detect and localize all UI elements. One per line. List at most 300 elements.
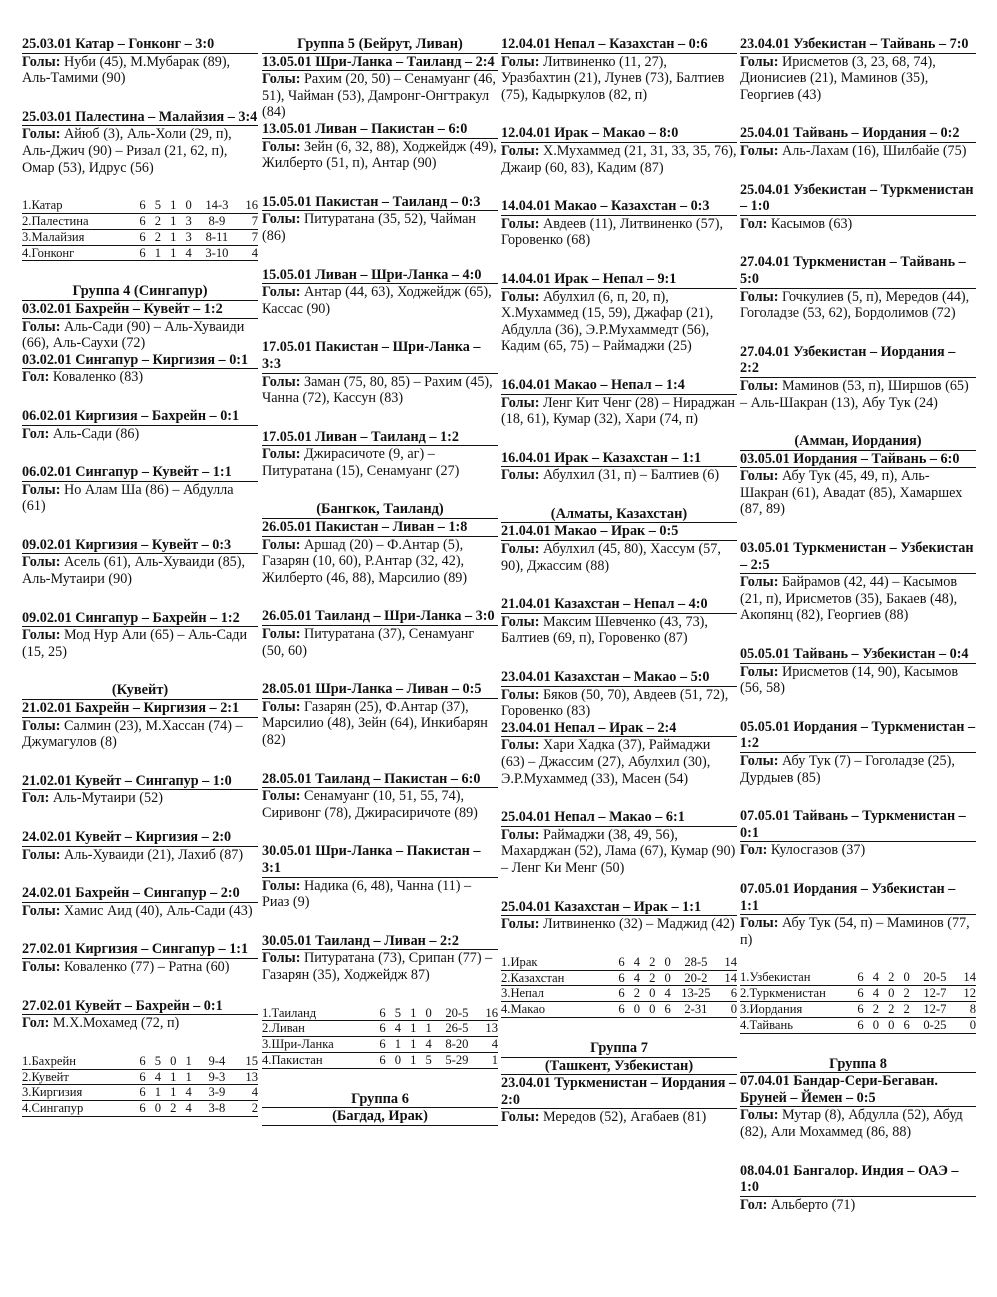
match-goals <box>501 827 737 877</box>
losses: 2 <box>899 986 914 1002</box>
wins: 2 <box>868 1001 883 1017</box>
table-row <box>740 1017 976 1033</box>
team-name: 1.Катар <box>22 198 135 213</box>
match-result <box>501 523 737 574</box>
goals-scorers: Аль-Сади (90) – Аль-Хуваиди (66), Аль-Саухи (72) <box>22 318 245 352</box>
match-title: 05.05.01 Тайвань – Узбекистан – 0:4 <box>740 646 976 664</box>
losses: 4 <box>181 1085 196 1101</box>
points: 0 <box>716 1002 737 1018</box>
match-goals <box>740 143 976 160</box>
match-result <box>501 198 737 249</box>
goals-scorers: Хамис Аид (40), Аль-Сади (43) <box>64 902 253 919</box>
wins: 1 <box>150 245 165 261</box>
match-goals <box>740 664 976 697</box>
match-result <box>22 537 258 588</box>
match-goals <box>262 284 498 317</box>
goals-label: Голы: <box>22 627 61 644</box>
goals-scorers: Мередов (52), Агабаев (81) <box>543 1109 707 1126</box>
table-row <box>262 1021 498 1037</box>
match-result <box>262 54 498 121</box>
draws: 1 <box>166 229 181 245</box>
goals-label: Гол: <box>22 369 50 386</box>
match-result <box>501 271 737 355</box>
wins: 2 <box>629 986 644 1002</box>
table-row <box>22 229 258 245</box>
goals-scorers: Коваленко (77) – Ратна (60) <box>64 958 230 975</box>
table-row <box>22 1085 258 1101</box>
match-result <box>501 809 737 876</box>
match-result <box>22 408 258 442</box>
goal-diff: 8-9 <box>196 213 237 229</box>
goals-scorers: Асель (61), Аль-Хуваиди (85), Аль-Мутаири (90) <box>22 554 246 588</box>
points: 13 <box>237 1069 258 1085</box>
match-goals <box>22 627 258 660</box>
goals-scorers: Мод Нур Али (65) – Аль-Сади (15, 25) <box>22 627 248 660</box>
match-goals <box>501 54 737 104</box>
match-result <box>22 998 258 1032</box>
table-row <box>740 986 976 1002</box>
goals-label: Голы: <box>22 717 61 734</box>
losses: 0 <box>660 955 675 970</box>
draws: 0 <box>884 986 899 1002</box>
goals-label: Гол: <box>22 1015 50 1032</box>
goals-scorers: Альберто (71) <box>770 1196 856 1213</box>
games: 6 <box>853 970 868 985</box>
match-title: 27.04.01 Туркменистан – Тайвань – 5:0 <box>740 254 976 288</box>
match-goals <box>262 71 498 121</box>
goals-label: Голы: <box>262 446 301 463</box>
games: 6 <box>135 1054 150 1069</box>
match-goals <box>501 289 737 355</box>
match-title: 24.02.01 Бахрейн – Сингапур – 2:0 <box>22 885 258 903</box>
goals-label: Голы: <box>501 916 540 933</box>
losses: 1 <box>181 1054 196 1069</box>
goals-label: Голы: <box>501 394 540 411</box>
goals-label: Голы: <box>501 686 540 703</box>
group-header: (Ташкент, Узбекистан) <box>501 1058 737 1076</box>
points: 1 <box>477 1052 498 1068</box>
goals-scorers: Нуби (45), М.Мубарак (89), Аль-Тамими (90) <box>22 53 231 87</box>
standings-table <box>22 198 258 261</box>
wins: 0 <box>868 1017 883 1033</box>
games: 6 <box>135 198 150 213</box>
match-goals <box>22 903 258 920</box>
goals-scorers: Но Алам Ша (86) – Абдулла (61) <box>22 481 234 515</box>
goal-diff: 20-5 <box>914 970 955 985</box>
match-goals <box>501 216 737 249</box>
draws: 0 <box>645 1002 660 1018</box>
points: 7 <box>237 213 258 229</box>
wins: 4 <box>868 970 883 985</box>
match-goals <box>740 289 976 322</box>
match-title: 24.02.01 Кувейт – Киргизия – 2:0 <box>22 829 258 847</box>
standings-table <box>501 955 737 1018</box>
match-title: 07.05.01 Иордания – Узбекистан – 1:1 <box>740 881 976 915</box>
table-row <box>501 1002 737 1018</box>
goal-diff: 3-8 <box>196 1101 237 1117</box>
table-row <box>501 955 737 970</box>
points: 16 <box>477 1006 498 1021</box>
goals-label: Голы: <box>262 211 301 228</box>
match-result <box>22 829 258 863</box>
losses: 6 <box>899 1017 914 1033</box>
match-result <box>501 36 737 103</box>
match-title: 12.04.01 Непал – Казахстан – 0:6 <box>501 36 737 54</box>
match-goals <box>740 468 976 518</box>
wins: 5 <box>150 198 165 213</box>
match-title: 07.05.01 Тайвань – Туркменистан – 0:1 <box>740 808 976 842</box>
match-title: 21.02.01 Бахрейн – Киргизия – 2:1 <box>22 700 258 718</box>
games: 6 <box>614 1002 629 1018</box>
games: 6 <box>614 955 629 970</box>
draws: 2 <box>645 970 660 986</box>
group-header: (Багдад, Ирак) <box>262 1108 498 1126</box>
match-title: 14.04.01 Макао – Казахстан – 0:3 <box>501 198 737 216</box>
match-goals <box>740 574 976 624</box>
goals-scorers: Аль-Лахам (16), Шилбайе (75) <box>782 142 967 159</box>
losses: 4 <box>660 986 675 1002</box>
match-title: 03.05.01 Туркменистан – Узбекистан – 2:5 <box>740 540 976 574</box>
match-goals <box>262 626 498 659</box>
losses: 4 <box>421 1037 436 1053</box>
goals-label: Голы: <box>740 142 779 159</box>
goal-diff: 9-4 <box>196 1054 237 1069</box>
points: 0 <box>955 1017 976 1033</box>
goals-label: Голы: <box>740 53 779 70</box>
goals-label: Голы: <box>740 1107 779 1124</box>
goal-diff: 20-5 <box>436 1006 477 1021</box>
match-title: 28.05.01 Шри-Ланка – Ливан – 0:5 <box>262 681 498 699</box>
match-goals <box>262 211 498 244</box>
column-2 <box>262 36 498 1126</box>
goals-label: Гол: <box>740 215 768 232</box>
goals-scorers: Абулхил (6, п, 20, п), Х.Мухаммед (15, 59), Джафар (21), Абдулла (36), Э.Р.Мухаммедт (56), Кадим (65, 75) – Раймаджи (25) <box>501 288 714 355</box>
games: 6 <box>853 1017 868 1033</box>
match-result <box>22 773 258 807</box>
match-result <box>22 109 258 176</box>
losses: 3 <box>181 213 196 229</box>
goal-diff: 0-25 <box>914 1017 955 1033</box>
match-title: 30.05.01 Таиланд – Ливан – 2:2 <box>262 933 498 951</box>
games: 6 <box>135 245 150 261</box>
goals-scorers: Байрамов (42, 44) – Касымов (21, п), Ирисметов (35), Бакаев (48), Акопянц (82), Георгиев (88) <box>740 574 958 624</box>
match-goals <box>501 541 737 574</box>
losses: 0 <box>660 970 675 986</box>
goals-scorers: Айюб (3), Аль-Холи (29, п), Аль-Джич (90) – Ризал (21, 62, п), Омар (53), Идрус (56) <box>22 126 232 176</box>
draws: 1 <box>166 1085 181 1101</box>
match-goals <box>262 878 498 911</box>
match-goals <box>740 842 976 859</box>
goals-scorers: Ирисметов (14, 90), Касымов (56, 58) <box>740 663 959 697</box>
goals-label: Голы: <box>262 373 301 390</box>
goals-label: Голы: <box>22 958 61 975</box>
match-result <box>740 1073 976 1140</box>
team-name: 1.Таиланд <box>262 1006 375 1021</box>
goal-diff: 8-11 <box>196 229 237 245</box>
group-header: Группа 5 (Бейрут, Ливан) <box>262 36 498 54</box>
match-goals <box>262 950 498 983</box>
match-title: 27.02.01 Кувейт – Бахрейн – 0:1 <box>22 998 258 1016</box>
goals-label: Голы: <box>262 536 301 553</box>
goals-label: Голы: <box>501 541 540 558</box>
match-title: 21.02.01 Кувейт – Сингапур – 1:0 <box>22 773 258 791</box>
match-title: 16.04.01 Ирак – Казахстан – 1:1 <box>501 450 737 468</box>
goals-label: Голы: <box>262 71 301 88</box>
match-title: 03.05.01 Иордания – Тайвань – 6:0 <box>740 451 976 469</box>
draws: 1 <box>406 1021 421 1037</box>
group-header: Группа 7 <box>501 1040 737 1058</box>
goals-scorers: Аль-Мутаири (52) <box>52 790 163 807</box>
draws: 2 <box>884 970 899 985</box>
match-result <box>501 899 737 933</box>
table-row <box>22 1054 258 1069</box>
match-result <box>262 339 498 406</box>
losses: 2 <box>899 1001 914 1017</box>
team-name: 3.Шри-Ланка <box>262 1037 375 1053</box>
match-result <box>740 808 976 859</box>
table-row <box>22 198 258 213</box>
team-name: 3.Киргизия <box>22 1085 135 1101</box>
losses: 0 <box>421 1006 436 1021</box>
team-name: 4.Гонконг <box>22 245 135 261</box>
games: 6 <box>375 1006 390 1021</box>
goal-diff: 3-9 <box>196 1085 237 1101</box>
match-title: 25.03.01 Палестина – Малайзия – 3:4 <box>22 108 258 125</box>
goals-scorers: М.Х.Мохамед (72, п) <box>52 1015 180 1032</box>
goals-scorers: Кулосгазов (37) <box>770 842 866 859</box>
draws: 1 <box>406 1037 421 1053</box>
match-goals <box>262 374 498 407</box>
losses: 1 <box>181 1069 196 1085</box>
goals-scorers: Абулхил (45, 80), Хассум (57, 90), Джассим (88) <box>501 541 721 574</box>
match-title: 23.04.01 Казахстан – Макао – 5:0 <box>501 669 737 687</box>
match-goals <box>501 737 737 787</box>
points: 7 <box>237 229 258 245</box>
wins: 5 <box>390 1006 405 1021</box>
column-1 <box>22 36 258 1139</box>
match-result <box>740 646 976 697</box>
match-goals <box>740 915 976 948</box>
points: 13 <box>477 1021 498 1037</box>
goals-label: Гол: <box>22 425 50 442</box>
games: 6 <box>135 1069 150 1085</box>
group-header: (Алматы, Казахстан) <box>501 506 737 524</box>
table-row <box>22 245 258 261</box>
team-name: 4.Пакистан <box>262 1052 375 1068</box>
points: 16 <box>237 198 258 213</box>
goals-label: Голы: <box>740 574 779 591</box>
match-title: 25.04.01 Узбекистан – Туркменистан – 1:0 <box>740 182 976 216</box>
goals-label: Голы: <box>501 613 540 630</box>
goals-scorers: Питуратана (37), Сенамуанг (50, 60) <box>262 626 475 659</box>
wins: 2 <box>150 213 165 229</box>
match-result <box>740 125 976 159</box>
match-title: 07.04.01 Бандар-Сери-Бегаван. Бруней – Йемен – 0:5 <box>740 1073 976 1107</box>
goals-scorers: Абу Тук (45, 49, п), Аль-Шакран (61), Авадат (85), Хамаршех (87, 89) <box>740 468 963 518</box>
wins: 4 <box>868 986 883 1002</box>
match-result <box>501 1075 737 1126</box>
match-goals <box>501 687 737 720</box>
wins: 1 <box>150 1085 165 1101</box>
match-goals <box>22 847 258 864</box>
match-goals <box>22 718 258 751</box>
match-goals <box>22 482 258 515</box>
goals-scorers: Раймаджи (38, 49, 56), Махарджан (52), Лама (67), Кумар (90) – Ленг Ки Менг (50) <box>501 826 736 876</box>
goals-scorers: Хари Хадка (37), Раймаджи (63) – Джассим (27), Абулхил (30), Э.Р.Мухаммед (33), Масен (54) <box>501 737 711 787</box>
team-name: 2.Ливан <box>262 1021 375 1037</box>
match-title: 23.04.01 Непал – Ирак – 2:4 <box>501 720 737 738</box>
games: 6 <box>135 1101 150 1117</box>
match-goals <box>22 54 258 87</box>
goal-diff: 2-31 <box>675 1002 716 1018</box>
losses: 4 <box>181 1101 196 1117</box>
goals-label: Голы: <box>262 788 301 805</box>
group-header: (Амман, Иордания) <box>740 433 976 451</box>
match-goals <box>740 753 976 786</box>
goals-scorers: Литвиненко (32) – Маджид (42) <box>543 916 735 933</box>
match-goals <box>262 446 498 479</box>
match-goals <box>22 959 258 976</box>
group-header: Группа 8 <box>740 1056 976 1074</box>
match-goals <box>22 790 258 807</box>
match-result <box>262 843 498 910</box>
losses: 5 <box>421 1052 436 1068</box>
games: 6 <box>853 1001 868 1017</box>
goals-scorers: Мутар (8), Абдулла (52), Абуд (82), Али Мохаммед (86, 88) <box>740 1107 963 1140</box>
goals-scorers: Гочкулиев (5, п), Мередов (44), Гоголадзе (53, 62), Бордолимов (72) <box>740 288 970 322</box>
wins: 4 <box>150 1069 165 1085</box>
team-name: 1.Узбекистан <box>740 970 853 985</box>
goal-diff: 12-7 <box>914 1001 955 1017</box>
goals-label: Голы: <box>262 284 301 301</box>
match-result <box>22 464 258 515</box>
goals-scorers: Абу Тук (54, п) – Маминов (77, п) <box>740 915 970 948</box>
goals-scorers: Абулхил (31, п) – Балтиев (6) <box>543 467 720 484</box>
games: 6 <box>375 1021 390 1037</box>
goal-diff: 12-7 <box>914 986 955 1002</box>
goals-label: Голы: <box>501 1109 540 1126</box>
match-title: 17.05.01 Пакистан – Шри-Ланка – 3:3 <box>262 339 498 373</box>
match-result <box>262 267 498 318</box>
match-title: 14.04.01 Ирак – Непал – 9:1 <box>501 271 737 289</box>
goals-label: Гол: <box>740 842 768 859</box>
goals-scorers: Аршад (20) – Ф.Антар (5), Газарян (10, 60), Р.Антар (32, 42), Жилберто (46, 88), Марсилио (89) <box>262 536 468 586</box>
match-result <box>262 771 498 822</box>
match-goals <box>740 216 976 233</box>
group-header: (Бангкок, Таиланд) <box>262 501 498 519</box>
team-name: 2.Палестина <box>22 213 135 229</box>
table-row <box>740 970 976 985</box>
points: 14 <box>955 970 976 985</box>
team-name: 4.Макао <box>501 1002 614 1018</box>
match-goals <box>740 54 976 104</box>
standings-table <box>262 1006 498 1069</box>
match-result <box>22 941 258 975</box>
match-title: 25.04.01 Непал – Макао – 6:1 <box>501 809 737 827</box>
goal-diff: 14-3 <box>196 198 237 213</box>
match-goals <box>262 788 498 821</box>
match-title: 27.04.01 Узбекистан – Иордания – 2:2 <box>740 344 976 378</box>
goal-diff: 13-25 <box>675 986 716 1002</box>
match-title: 21.04.01 Макао – Ирак – 0:5 <box>501 523 737 541</box>
match-title: 23.04.01 Узбекистан – Тайвань – 7:0 <box>740 36 976 54</box>
match-goals <box>262 699 498 749</box>
goals-scorers: Коваленко (83) <box>52 369 144 386</box>
wins: 5 <box>150 1054 165 1069</box>
match-title: 25.04.01 Казахстан – Ирак – 1:1 <box>501 899 737 917</box>
table-row <box>740 1001 976 1017</box>
points: 4 <box>237 1085 258 1101</box>
goals-scorers: Надика (6, 48), Чанна (11) – Риаз (9) <box>262 877 472 911</box>
goals-scorers: Ирисметов (3, 23, 68, 74), Дионисиев (21), Маминов (35), Георгиев (43) <box>740 53 936 103</box>
goals-label: Голы: <box>22 53 61 70</box>
column-4 <box>740 36 976 1235</box>
match-result <box>740 451 976 518</box>
group-header: Группа 4 (Сингапур) <box>22 283 258 301</box>
match-goals <box>740 1107 976 1140</box>
match-title: 09.02.01 Сингапур – Бахрейн – 1:2 <box>22 610 258 628</box>
match-title: 12.04.01 Ирак – Макао – 8:0 <box>501 125 737 143</box>
games: 6 <box>135 229 150 245</box>
losses: 0 <box>899 970 914 985</box>
goals-label: Голы: <box>740 468 779 485</box>
team-name: 2.Кувейт <box>22 1069 135 1085</box>
goals-label: Голы: <box>501 288 540 305</box>
match-goals <box>262 139 498 172</box>
match-result <box>22 700 258 751</box>
goals-label: Голы: <box>740 915 779 932</box>
goals-label: Голы: <box>501 53 540 70</box>
match-result <box>740 182 976 233</box>
goals-scorers: Питуратана (73), Срипан (77) – Газарян (35), Ходжейдж 87) <box>262 950 493 983</box>
goals-scorers: Антар (44, 63), Ходжейдж (65), Кассас (90) <box>262 284 492 317</box>
match-goals <box>22 1015 258 1032</box>
match-result <box>22 352 258 386</box>
match-result <box>740 719 976 786</box>
goals-scorers: Бяков (50, 70), Авдеев (51, 72), Горовенко (83) <box>501 686 729 720</box>
goals-label: Голы: <box>262 877 301 894</box>
match-goals <box>22 554 258 587</box>
games: 6 <box>135 213 150 229</box>
goals-label: Гол: <box>22 790 50 807</box>
table-row <box>22 1101 258 1117</box>
match-title: 30.05.01 Шри-Ланка – Пакистан – 3:1 <box>262 843 498 877</box>
goals-scorers: Литвиненко (11, 27), Уразбахтин (21), Лунев (73), Балтиев (75), Кадыркулов (82, п) <box>501 53 725 103</box>
points: 15 <box>237 1054 258 1069</box>
games: 6 <box>375 1037 390 1053</box>
draws: 2 <box>884 1001 899 1017</box>
games: 6 <box>135 1085 150 1101</box>
match-result <box>501 450 737 484</box>
goals-scorers: Х.Мухаммед (21, 31, 33, 35, 76), Джаир (60, 83), Кадим (87) <box>501 142 737 176</box>
match-result <box>262 121 498 172</box>
goals-scorers: Салмин (23), М.Хассан (74) – Джумагулов (8) <box>22 717 243 751</box>
match-title: 08.04.01 Бангалор. Индия – ОАЭ – 1:0 <box>740 1163 976 1197</box>
team-name: 2.Туркменистан <box>740 986 853 1002</box>
draws: 1 <box>166 198 181 213</box>
column-3 <box>501 36 737 1148</box>
table-row <box>262 1006 498 1021</box>
match-title: 15.05.01 Пакистан – Таиланд – 0:3 <box>262 194 498 212</box>
match-title: 13.05.01 Ливан – Пакистан – 6:0 <box>262 121 498 139</box>
goal-diff: 5-29 <box>436 1052 477 1068</box>
table-row <box>262 1037 498 1053</box>
draws: 1 <box>166 1069 181 1085</box>
points: 8 <box>955 1001 976 1017</box>
match-title: 17.05.01 Ливан – Таиланд – 1:2 <box>262 429 498 447</box>
match-result <box>501 596 737 647</box>
games: 6 <box>614 986 629 1002</box>
